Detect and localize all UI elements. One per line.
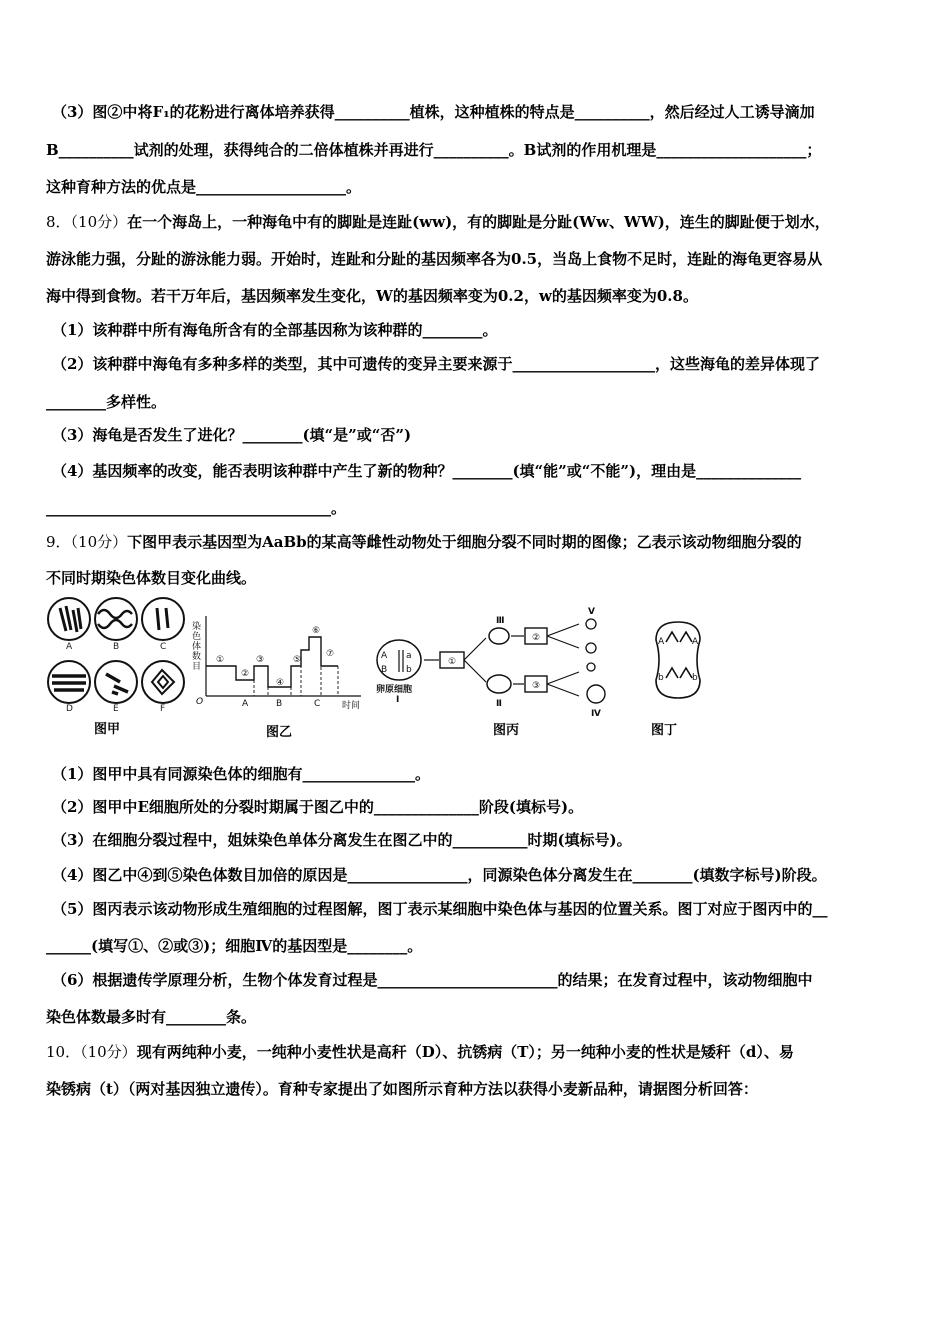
q8-part1: （1）该种群中所有海龟所含有的全部基因称为该种群的________。 (52, 321, 498, 339)
yi-stage-4: ④ (276, 678, 285, 688)
q10-stem-line1 (46, 1042, 906, 1062)
bing-gene-small-a: a (406, 651, 412, 661)
bing-split-arrows (464, 638, 486, 682)
yi-stage-3: ③ (256, 655, 265, 665)
yi-phase-b: B (276, 699, 283, 709)
q9-part3: （3）在细胞分裂过程中，姐妹染色单体分离发生在图乙中的__________时期(填标号)。 (52, 831, 632, 849)
q8-stem-line1 (46, 212, 906, 232)
q10-number: 10．（10分） (46, 1043, 137, 1061)
jia-label-a: A (66, 642, 73, 652)
q9-part5-line2: ______(填写①、②或③)；细胞Ⅳ的基因型是________。 (46, 937, 423, 955)
jia-label-f: F (160, 704, 166, 714)
q9-number: 9．（10分） (46, 533, 128, 551)
yi-stage-7: ⑦ (326, 649, 335, 659)
q9-part1: （1）图甲中具有同源染色体的细胞有_______________。 (52, 765, 430, 783)
bing-cell-1-label: Ⅰ (396, 695, 400, 705)
ding-caption: 图丁 (651, 723, 678, 738)
q8-number: 8．（10分） (46, 213, 128, 231)
q8-stem-line2: 游泳能力强，分趾的游泳能力弱。开始时，连趾和分趾的基因频率各为0.5，当岛上食物不足时，连趾的海龟更容易从 (46, 250, 823, 268)
q8-stem-line3: 海中得到食物。若干万年后，基因频率发生变化，W的基因频率变为0.2，w的基因频率变为0.8。 (46, 287, 698, 305)
q8-part4-line1: （4）基因频率的改变，能否表明该种群中产生了新的物种？________(填“能”或“不能”)，理由是______________ (52, 462, 802, 480)
q9-stem-text: 下图甲表示基因型为AaBb的某高等雌性动物处于细胞分裂不同时期的图像；乙表示该动物细胞分裂的 (127, 533, 802, 551)
q8-stem-text: 在一个海岛上，一种海龟中有的脚趾是连趾(ww)，有的脚趾是分趾(Ww、WW)，连生的脚趾便于划水， (127, 213, 830, 231)
figure-ding-labels (658, 637, 699, 683)
ding-chromosomes (666, 632, 692, 678)
figure-bing-labels (376, 607, 601, 719)
yi-origin: O (196, 697, 204, 707)
bing-origin-label: 卵原细胞 (376, 685, 413, 695)
cell-a-chromosomes (60, 606, 81, 632)
bing-cell-3 (489, 628, 509, 644)
bing-oogonium-chromosomes (399, 650, 403, 672)
jia-label-c: C (160, 642, 167, 652)
bing-cell-4-label: Ⅳ (591, 709, 601, 719)
ding-gene-2: A (692, 637, 699, 647)
ding-cell (656, 622, 700, 698)
jia-label-d: D (66, 704, 73, 714)
q9-figure (46, 596, 726, 742)
q9-stem-line2: 不同时期染色体数目变化曲线。 (46, 569, 257, 587)
bing-gene-small-b: b (406, 665, 412, 675)
cell-e-chromosomes (106, 674, 128, 694)
bing-caption: 图丙 (493, 723, 520, 738)
yi-ylabel-2: 色 (192, 632, 202, 642)
bing-final-arrows (547, 624, 579, 696)
ding-gene-4: b (692, 673, 698, 683)
bing-gene-big-b: B (381, 665, 388, 675)
yi-stage-5: ⑤ (293, 655, 302, 665)
yi-curve (206, 637, 338, 687)
figure-yi (192, 616, 361, 711)
bing-polar-body-1 (586, 643, 596, 653)
yi-ylabel-1: 染 (192, 622, 202, 632)
yi-caption: 图乙 (266, 725, 293, 740)
yi-phase-a: A (242, 699, 249, 709)
cell-f-chromosomes (152, 670, 174, 694)
q10-stem-line2: 染锈病（t）（两对基因独立遗传）。育种专家提出了如图所示育种方法以获得小麦新品种，请据图分析回答： (46, 1080, 758, 1098)
q7-part3-line2: B__________试剂的处理，获得纯合的二倍体植株并再进行__________。B试剂的作用机理是____________________； (46, 141, 822, 159)
q9-part6-line2: 染色体数最多时有________条。 (46, 1008, 257, 1026)
jia-caption: 图甲 (94, 722, 121, 737)
figure-ding (656, 622, 700, 698)
bing-cell-4 (587, 685, 605, 703)
bing-cell-2 (487, 675, 511, 693)
bing-step-2: ② (532, 633, 541, 643)
yi-ylabel-3: 体 (192, 642, 202, 652)
yi-phase-c: C (314, 699, 321, 709)
q9-part2: （2）图甲中E细胞所处的分裂时期属于图乙中的______________阶段(填标号)。 (52, 798, 584, 816)
bing-cell-2-label: Ⅱ (496, 699, 502, 709)
cell-f (142, 661, 184, 703)
q9-stem-line1 (46, 532, 906, 552)
yi-ylabel-5: 目 (192, 662, 202, 672)
q9-part5-line1: （5）图丙表示该动物形成生殖细胞的过程图解，图丁表示某细胞中染色体与基因的位置关系。图丁对应于图丙中的__ (52, 900, 828, 918)
q9-part4: （4）图乙中④到⑤染色体数目加倍的原因是________________，同源染色体分离发生在________(填数字标号)阶段。 (52, 866, 827, 884)
bing-step-1: ① (448, 657, 457, 667)
yi-ylabel-4: 数 (192, 652, 202, 662)
q8-part4-line2: ______________________________________。 (46, 499, 347, 517)
cell-e (95, 661, 137, 703)
cell-b-chromosomes (98, 610, 132, 628)
bing-polar-body-2 (587, 663, 595, 671)
ding-gene-3: b (658, 673, 664, 683)
bing-gene-big-a: A (381, 651, 388, 661)
yi-stage-1: ① (216, 655, 225, 665)
yi-stage-2: ② (241, 669, 250, 679)
bing-cell-3-label: Ⅲ (496, 616, 505, 626)
q9-part6-line1: （6）根据遗传学原理分析，生物个体发育过程是________________________的结果；在发育过程中，该动物细胞中 (52, 971, 813, 989)
jia-label-b: B (113, 642, 120, 652)
ding-gene-1: A (658, 637, 665, 647)
jia-label-e: E (113, 704, 119, 714)
q7-part3-line3: 这种育种方法的优点是____________________。 (46, 178, 362, 196)
cell-d-chromosomes (52, 676, 86, 690)
q8-part3: （3）海龟是否发生了进化？________(填“是”或“否”) (52, 426, 412, 444)
q7-part3-line1: （3）图②中将F₁的花粉进行离体培养获得__________植株，这种植株的特点是__________，然后经过人工诱导滴加 (52, 103, 815, 121)
yi-xlabel: 时间 (342, 701, 361, 711)
q8-part2-line1: （2）该种群中海龟有多种多样的类型，其中可遗传的变异主要来源于___________________，这些海龟的差异体现了 (52, 355, 820, 373)
bing-cell-5-label: Ⅴ (588, 607, 595, 617)
q10-stem-text: 现有两纯种小麦，一纯种小麦性状是高秆（D）、抗锈病（T）；另一纯种小麦的性状是矮秆（d）、易 (136, 1043, 794, 1061)
cell-c-chromosomes (157, 608, 168, 630)
q8-part2-line2: ________多样性。 (46, 393, 167, 411)
bing-step-3: ③ (532, 681, 541, 691)
bing-cell-5 (586, 619, 596, 629)
cell-c (142, 598, 184, 640)
yi-stage-6: ⑥ (312, 626, 321, 636)
